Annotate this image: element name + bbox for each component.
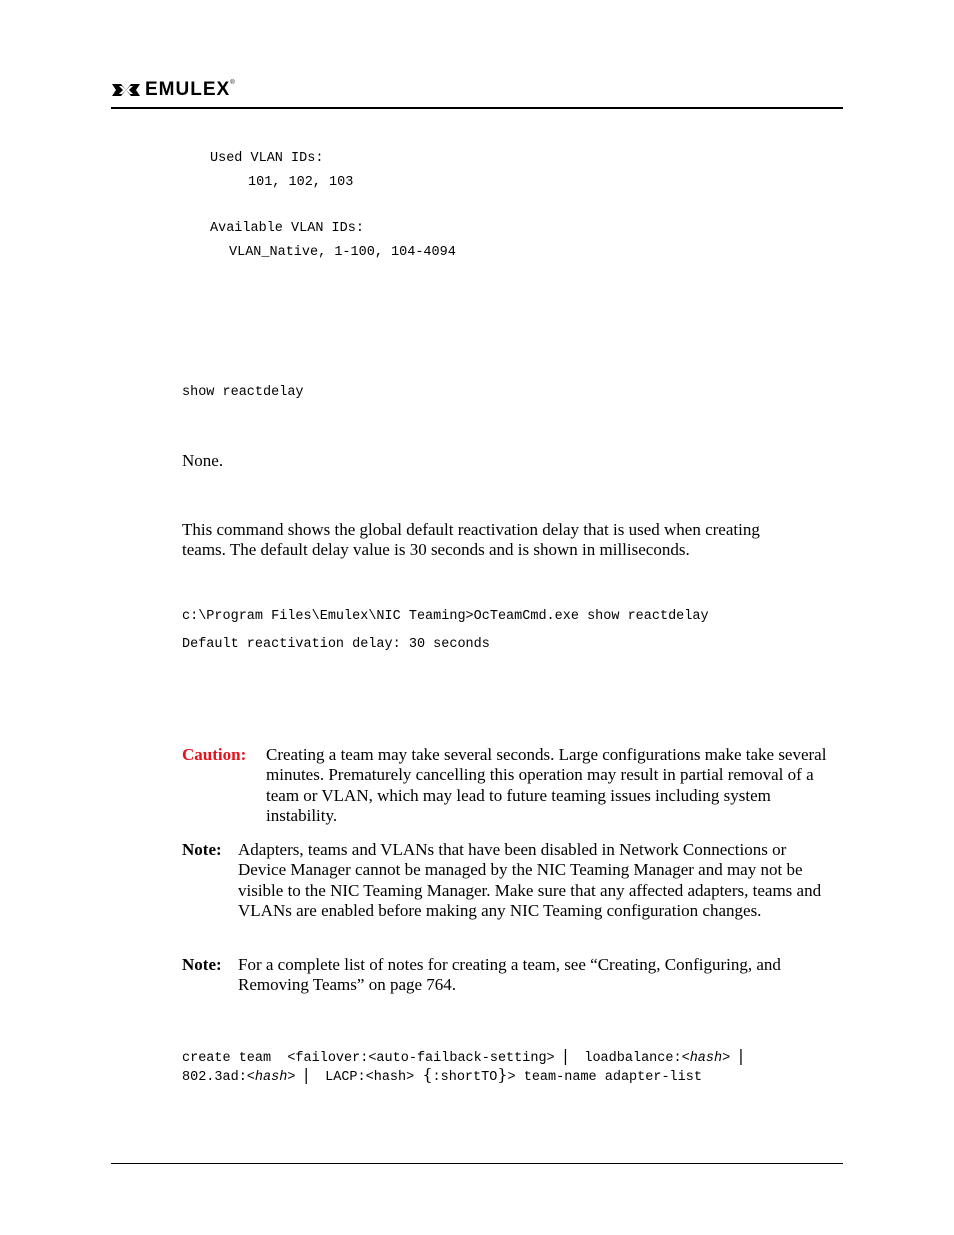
syntax-part: loadbalance:< [568, 1051, 690, 1066]
available-vlan-label: Available VLAN IDs: [210, 221, 364, 236]
create-team-syntax-line2 [182, 1065, 702, 1085]
note1-text: Adapters, teams and VLANs that have been disabled in Network Connections or Device Manager cannot be managed by the NIC Teaming Manager and may not be visible to the NIC Teaming Manager. Make sure that any affected adapters, teams and VLANs are enabled before making any NIC Teaming configuration changes. [238, 840, 822, 920]
syntax-bar: | [303, 1065, 309, 1084]
reactdelay-parameters: None. [182, 451, 224, 470]
syntax-part: > team-name adapter-list [507, 1070, 702, 1085]
reactdelay-example-output: Default reactivation delay: 30 seconds [182, 637, 490, 652]
syntax-part: create team <failover:<auto-failback-setting> [182, 1051, 563, 1066]
reactdelay-example-command: c:\Program Files\Emulex\NIC Teaming>OcTeamCmd.exe show reactdelay [182, 609, 709, 624]
used-vlan-values: 101, 102, 103 [248, 175, 354, 190]
header-rule [111, 107, 843, 109]
syntax-brace: } [497, 1065, 508, 1084]
note1-label: Note: [182, 840, 222, 859]
syntax-part: > [722, 1051, 739, 1066]
syntax-brace: { [422, 1065, 433, 1084]
reactdelay-description-line1: This command shows the global default reactivation delay that is used when creating [182, 520, 760, 539]
syntax-part: 802.3ad:< [182, 1070, 255, 1085]
logo-wordmark: EMULEX [145, 79, 231, 100]
syntax-bar: | [562, 1046, 569, 1065]
syntax-bar: | [738, 1046, 744, 1065]
emulex-mark-icon [111, 82, 141, 98]
available-vlan-values: VLAN_Native, 1-100, 104-4094 [229, 245, 456, 260]
logo-trademark: ® [230, 80, 235, 86]
caution-text: Creating a team may take several seconds. Large configurations make take several minutes. Prematurely cancelling this operation may result in partial removal of a team or VLAN, which may lead to future teaming issues including system instability. [266, 745, 827, 825]
create-team-syntax-line1 [182, 1046, 744, 1066]
note2-text: For a complete list of notes for creating a team, see “Creating, Configuring, and Removing Teams” on page 764. [238, 955, 781, 995]
syntax-part: LACP:<hash> [308, 1070, 423, 1085]
reactdelay-syntax: show reactdelay [182, 385, 304, 400]
note2-label: Note: [182, 955, 222, 974]
used-vlan-label: Used VLAN IDs: [210, 151, 324, 166]
syntax-hash: hash [254, 1070, 288, 1085]
syntax-hash: hash [689, 1051, 723, 1066]
footer-rule [111, 1163, 843, 1164]
caution-label: Caution: [182, 745, 247, 764]
reactdelay-description-line2: teams. The default delay value is 30 seconds and is shown in milliseconds. [182, 540, 690, 559]
syntax-part: :shortTO [432, 1070, 498, 1085]
emulex-logo [111, 80, 235, 100]
syntax-part: > [287, 1070, 304, 1085]
